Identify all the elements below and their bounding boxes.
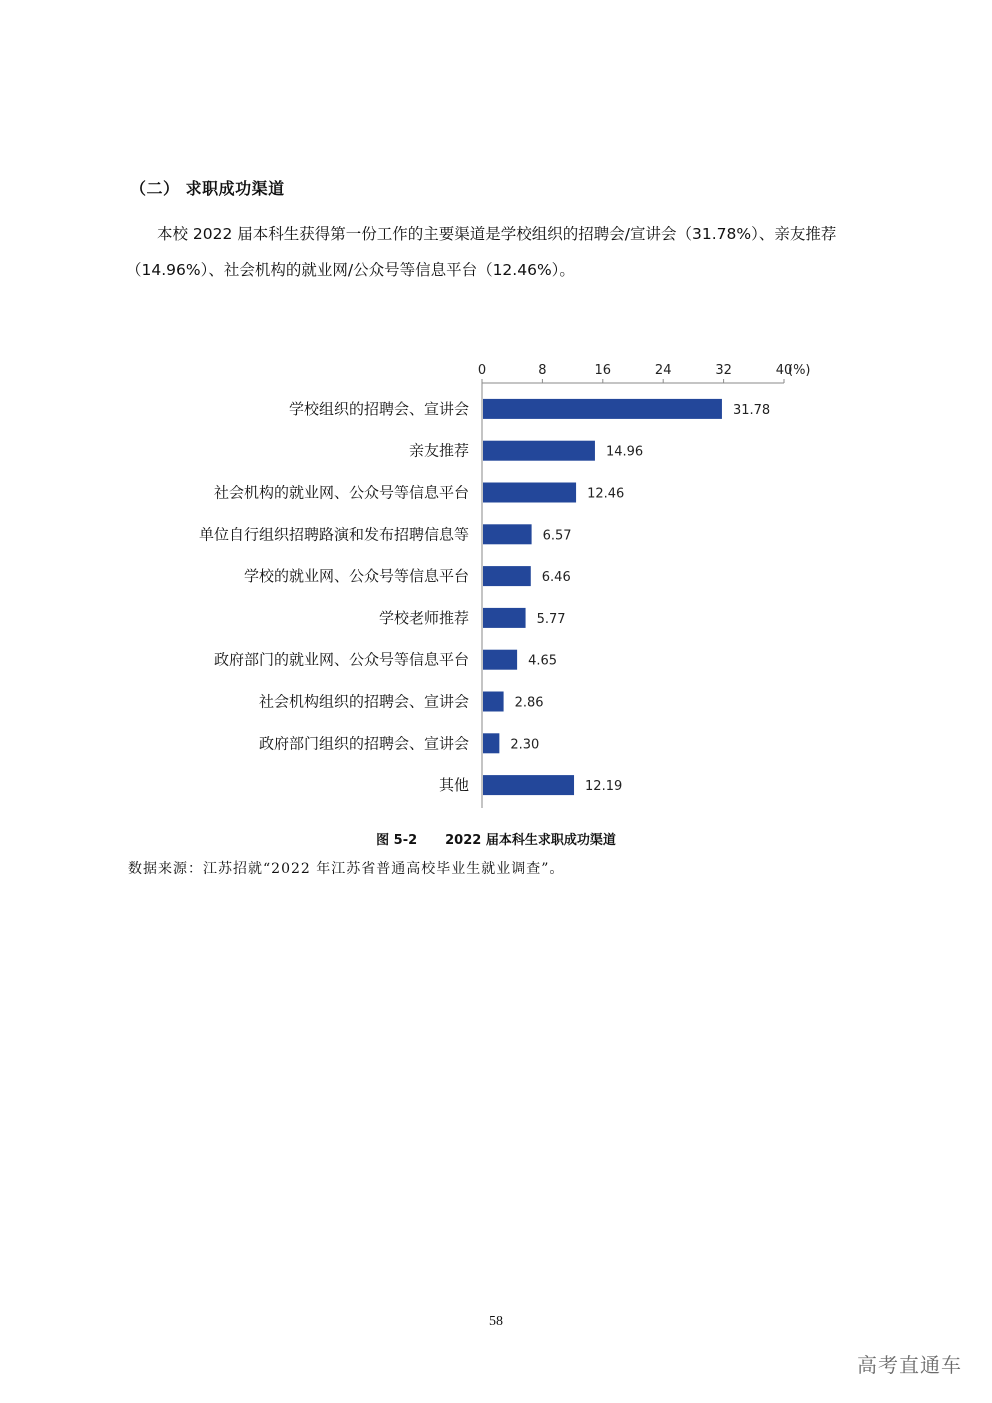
value-label: 6.46 [541,570,571,586]
bar [483,775,574,795]
category-label: 其他 [438,776,469,795]
bar [483,733,499,753]
section-paragraph: 本校 2022 届本科生获得第一份工作的主要渠道是学校组织的招聘会/宣讲会（31.78%）、亲友推荐（14.96%）、社会机构的就业网/公众号等信息平台（12.46%）。 [126,225,837,279]
bar [483,524,532,544]
figure-caption-title: 2022 届本科生求职成功渠道 [445,833,616,848]
x-tick-label: 8 [538,363,547,378]
value-label: 2.30 [510,737,540,753]
category-label: 学校组织的招聘会、宣讲会 [288,399,469,418]
category-label: 亲友推荐 [408,441,469,460]
bar [483,650,517,670]
x-tick-label: 16 [594,363,612,378]
value-label: 12.19 [585,779,623,795]
category-label: 政府部门组织的招聘会、宣讲会 [258,734,469,753]
value-label: 2.86 [514,695,544,711]
section-heading: （二） 求职成功渠道 [130,179,285,198]
x-tick-label: 32 [715,363,732,378]
bar [483,441,595,461]
bar [483,692,504,712]
value-label: 6.57 [542,528,572,544]
bar-chart [0,340,992,820]
value-label: 5.77 [536,611,566,627]
bar [483,608,526,628]
category-label: 学校的就业网、公众号等信息平台 [243,567,469,586]
value-label: 4.65 [528,653,558,669]
bar [483,483,576,503]
data-source-note: 数据来源：江苏招就“2022 年江苏省普通高校毕业生就业调查”。 [128,861,565,877]
figure-caption [0,829,992,848]
value-label: 14.96 [605,444,644,460]
value-label: 12.46 [587,486,625,502]
category-label: 政府部门的就业网、公众号等信息平台 [213,650,469,669]
x-unit-label: (%) [788,363,811,378]
bar [483,399,722,419]
bar [483,566,531,586]
category-label: 单位自行组织招聘路演和发布招聘信息等 [198,525,469,544]
value-label: 31.78 [732,402,771,418]
watermark-text: 高考直通车 [857,1353,962,1377]
x-tick-label: 0 [477,363,487,378]
category-label: 社会机构的就业网、公众号等信息平台 [213,483,469,502]
category-label: 社会机构组织的招聘会、宣讲会 [258,692,469,711]
x-tick-label: 40 [775,363,793,378]
x-tick-label: 24 [654,363,672,378]
page-number: 58 [489,1314,503,1329]
figure-caption-number: 图 5-2 [376,833,418,848]
category-label: 学校老师推荐 [378,608,469,627]
